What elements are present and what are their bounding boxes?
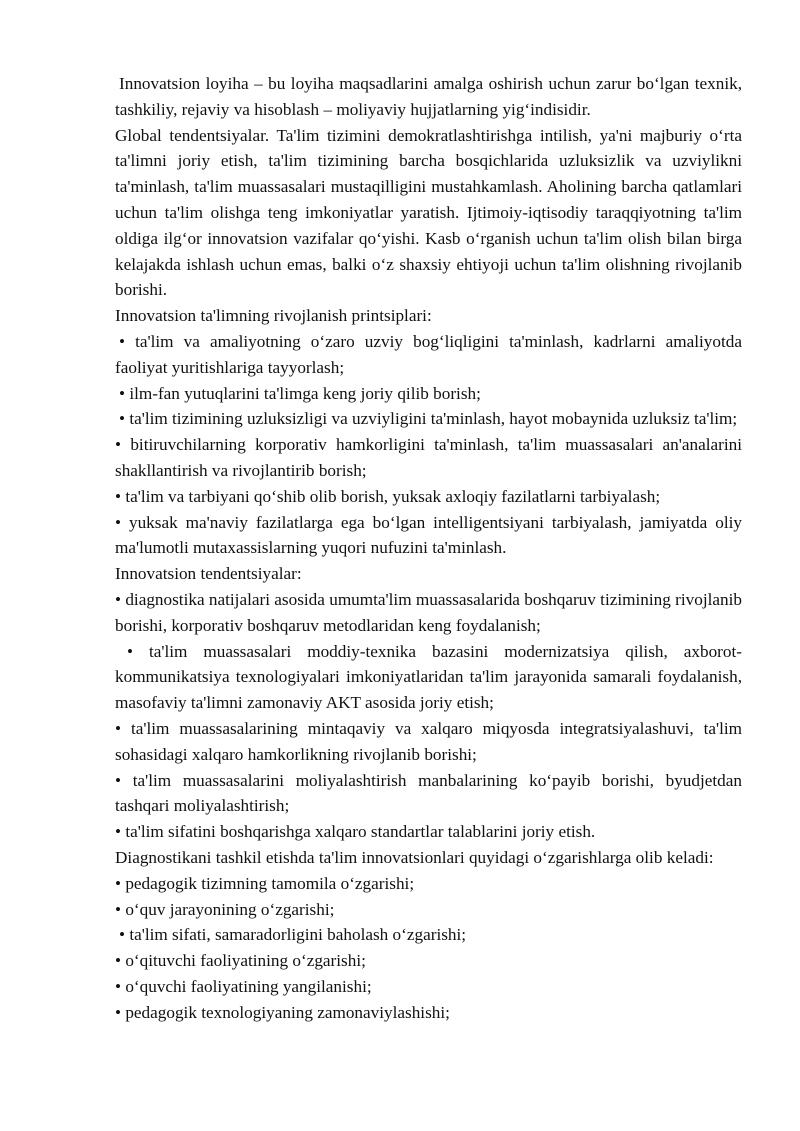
- trends-heading: Innovatsion tendentsiyalar:: [115, 564, 302, 584]
- change-item: • o‘qituvchi faoliyatining o‘zgarishi;: [115, 951, 366, 971]
- change-item: • o‘quv jarayonining o‘zgarishi;: [115, 899, 335, 919]
- trend-item: • ta'lim muassasalarining mintaqaviy va xalqaro miqyosda integratsiyalashuvi, ta'lim sohasidagi xalqaro hamkorlikning rivojlanib borishi;: [115, 718, 742, 764]
- trend-item: • ta'lim muassasalari moddiy-texnika bazasini modernizatsiya qilish, axborot-kommunikatsiya texnologiyalari imkoniyatlaridan ta'lim jarayonida samarali foydalanish, masofaviy ta'limni zamonaviy AKT asosida joriy etish;: [115, 641, 742, 713]
- principle-item: • bitiruvchilarning korporativ hamkorligini ta'minlash, ta'lim muassasalari an'analarini shakllantirish va rivojlantirib borish;: [115, 435, 742, 480]
- document-page: [115, 71, 742, 1025]
- trend-item: • diagnostika natijalari asosida umumta'lim muassasalarida boshqaruv tizimining rivojlanib borishi, korporativ boshqaruv metodlaridan keng foydalanish;: [115, 589, 742, 635]
- principle-item: • ilm-fan yutuqlarini ta'limga keng joriy qilib borish;: [119, 383, 481, 403]
- trend-item: • ta'lim sifatini boshqarishga xalqaro standartlar talablarini joriy etish.: [115, 822, 596, 842]
- principles-heading: Innovatsion ta'limning rivojlanish printsiplari:: [115, 306, 432, 326]
- change-item: • ta'lim sifati, samaradorligini baholash o‘zgarishi;: [119, 925, 467, 945]
- principle-item: • ta'lim va amaliyotning o‘zaro uzviy bog‘liqligini ta'minlash, kadrlarni amaliyotda faoliyat yuritishlariga tayyorlash;: [115, 331, 742, 377]
- principle-item: • ta'lim tizimining uzluksizligi va uzviyligini ta'minlash, hayot mobaynida uzluksiz ta'lim;: [119, 409, 738, 429]
- change-item: • pedagogik texnologiyaning zamonaviylashishi;: [115, 1002, 450, 1022]
- principle-item: • ta'lim va tarbiyani qo‘shib olib borish, yuksak axloqiy fazilatlarni tarbiyalash;: [115, 486, 661, 506]
- diagnostics-intro-paragraph: Diagnostikani tashkil etishda ta'lim innovatsionlari quyidagi o‘zgarishlarga olib keladi:: [115, 847, 714, 867]
- principle-item: • yuksak ma'naviy fazilatlarga ega bo‘lgan intelligentsiyani tarbiyalash, jamiyatda oliy ma'lumotli mutaxassislarning yuqori nufuzini ta'minlash.: [115, 512, 742, 558]
- intro-paragraph: Innovatsion loyiha – bu loyiha maqsadlarini amalga oshirish uchun zarur bo‘lgan texnik, tashkiliy, rejaviy va hisoblash – moliyaviy hujjatlarning yig‘indisidir.: [115, 74, 742, 119]
- trend-item: • ta'lim muassasalarini moliyalashtirish manbalarining ko‘payib borishi, byudjetdan tashqari moliyalashtirish;: [115, 770, 742, 816]
- change-item: • o‘quvchi faoliyatining yangilanishi;: [115, 976, 372, 996]
- change-item: • pedagogik tizimning tamomila o‘zgarishi;: [115, 873, 415, 893]
- global-trends-paragraph: Global tendentsiyalar. Ta'lim tizimini demokratlashtirishga intilish, ya'ni majburiy o‘rta ta'limni joriy etish, ta'lim tizimining barcha bosqichlarida uzluksizlik va uzviylikni ta'minlash, ta'lim muassasalari mustaqilligini mustahkamlash. Aholining barcha qatlamlari uchun ta'lim olishga teng imkoniyatlar yaratish. Ijtimoiy-iqtisodiy taraqqiyotning ta'lim oldiga ilg‘or innovatsion vazifalar qo‘yishi. Kasb o‘rganish uchun ta'lim olish bilan birga kelajakda ishlash uchun emas, balki o‘z shaxsiy ehtiyoji uchun ta'lim olishning rivojlanib borishi.: [115, 125, 742, 300]
